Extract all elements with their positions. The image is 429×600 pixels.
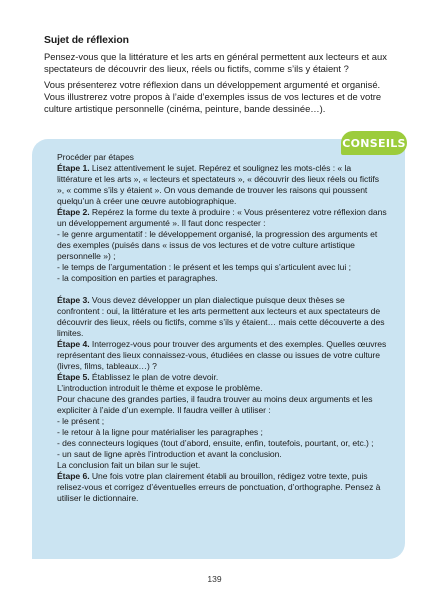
page-number: 139 bbox=[207, 574, 222, 584]
step-5 bbox=[57, 372, 387, 383]
step-label: Étape 3. bbox=[57, 295, 90, 305]
step-3 bbox=[57, 295, 387, 339]
advice-content bbox=[57, 152, 387, 504]
step-6 bbox=[57, 471, 387, 504]
step-text: Établissez le plan de votre devoir. bbox=[89, 372, 219, 382]
list-item: La conclusion fait un bilan sur le sujet. bbox=[57, 460, 201, 470]
list-item: - des connecteurs logiques (tout d’abord, ensuite, enfin, toutefois, pourtant, or, etc.) ; bbox=[57, 438, 374, 448]
subject-instructions: Vous présenterez votre réflexion dans un développement argumenté et organisé. Vous illustrerez votre propos à l’aide d’exemples issus de vos lectures et de votre culture artistique personnelle (cinéma, peinture, bande dessinée…). bbox=[44, 79, 382, 114]
subject-intro bbox=[44, 51, 390, 119]
step-2 bbox=[57, 207, 387, 229]
step-text: Interrogez-vous pour trouver des arguments et des exemples. Quelles œuvres représentant des lieux connaissez-vous, étudiées en classe ou issues de votre culture (livres, films, tableaux…) ? bbox=[57, 339, 387, 371]
step-text: Vous devez développer un plan dialectique puisque deux thèses se confrontent : oui, la littérature et les arts permettent aux lecteurs et aux spectateurs de découvrir des lieux, réels ou fictifs, comme s’ils y étaient… mais cette découverte a des limites. bbox=[57, 295, 385, 338]
list-item: - la composition en parties et paragraphes. bbox=[57, 273, 218, 283]
step-label: Étape 1. bbox=[57, 163, 90, 173]
step-text: Lisez attentivement le sujet. Repérez et soulignez les mots-clés : « la littérature et les arts », « lecteurs et spectateurs », « découvrir des lieux réels ou fictifs », « comme s’ils y étaient ». On vous demande de trouver les raisons qui poussent quelqu’un à créer une œuvre autobiographique. bbox=[57, 163, 380, 206]
list-item: - le retour à la ligne pour matérialiser les paragraphes ; bbox=[57, 427, 263, 437]
advice-badge: CONSEILS bbox=[341, 131, 407, 155]
list-item: L’introduction introduit le thème et expose le problème. bbox=[57, 383, 263, 393]
step-label: Étape 5. bbox=[57, 372, 90, 382]
list-item: - un saut de ligne après l’introduction et avant la conclusion. bbox=[57, 449, 282, 459]
step-label: Étape 4. bbox=[57, 339, 90, 349]
list-item: - le genre argumentatif : le développement organisé, la progression des arguments et des exemples (puisés dans « issus de vos lectures et de votre culture artistique personnelle ») ; bbox=[57, 229, 378, 261]
step-4 bbox=[57, 339, 387, 372]
section-heading: Sujet de réflexion bbox=[44, 35, 129, 46]
list-item: - le présent ; bbox=[57, 416, 105, 426]
step-label: Étape 2. bbox=[57, 207, 90, 217]
step-1 bbox=[57, 163, 387, 207]
list-item: Pour chacune des grandes parties, il faudra trouver au moins deux arguments et les expliciter à l’aide d’un exemple. Il faudra veiller à utiliser : bbox=[57, 394, 373, 415]
subject-question: Pensez-vous que la littérature et les arts en général permettent aux lecteurs et aux spectateurs de découvrir des lieux, réels ou fictifs, comme s’ils y étaient ? bbox=[44, 51, 387, 74]
step-text: Une fois votre plan clairement établi au brouillon, rédigez votre texte, puis relisez-vous et corrigez d’éventuelles erreurs de ponctuation, d’orthographe. Pensez à utiliser le dictionnaire. bbox=[57, 471, 381, 503]
list-item: - le temps de l’argumentation : le présent et les temps qui s’articulent avec lui ; bbox=[57, 262, 351, 272]
step-text: Repérez la forme du texte à produire : « Vous présenterez votre réflexion dans un développement argumenté ». Il faut donc respecter : bbox=[57, 207, 387, 228]
advice-lead: Procéder par étapes bbox=[57, 152, 134, 162]
step-label: Étape 6. bbox=[57, 471, 90, 481]
